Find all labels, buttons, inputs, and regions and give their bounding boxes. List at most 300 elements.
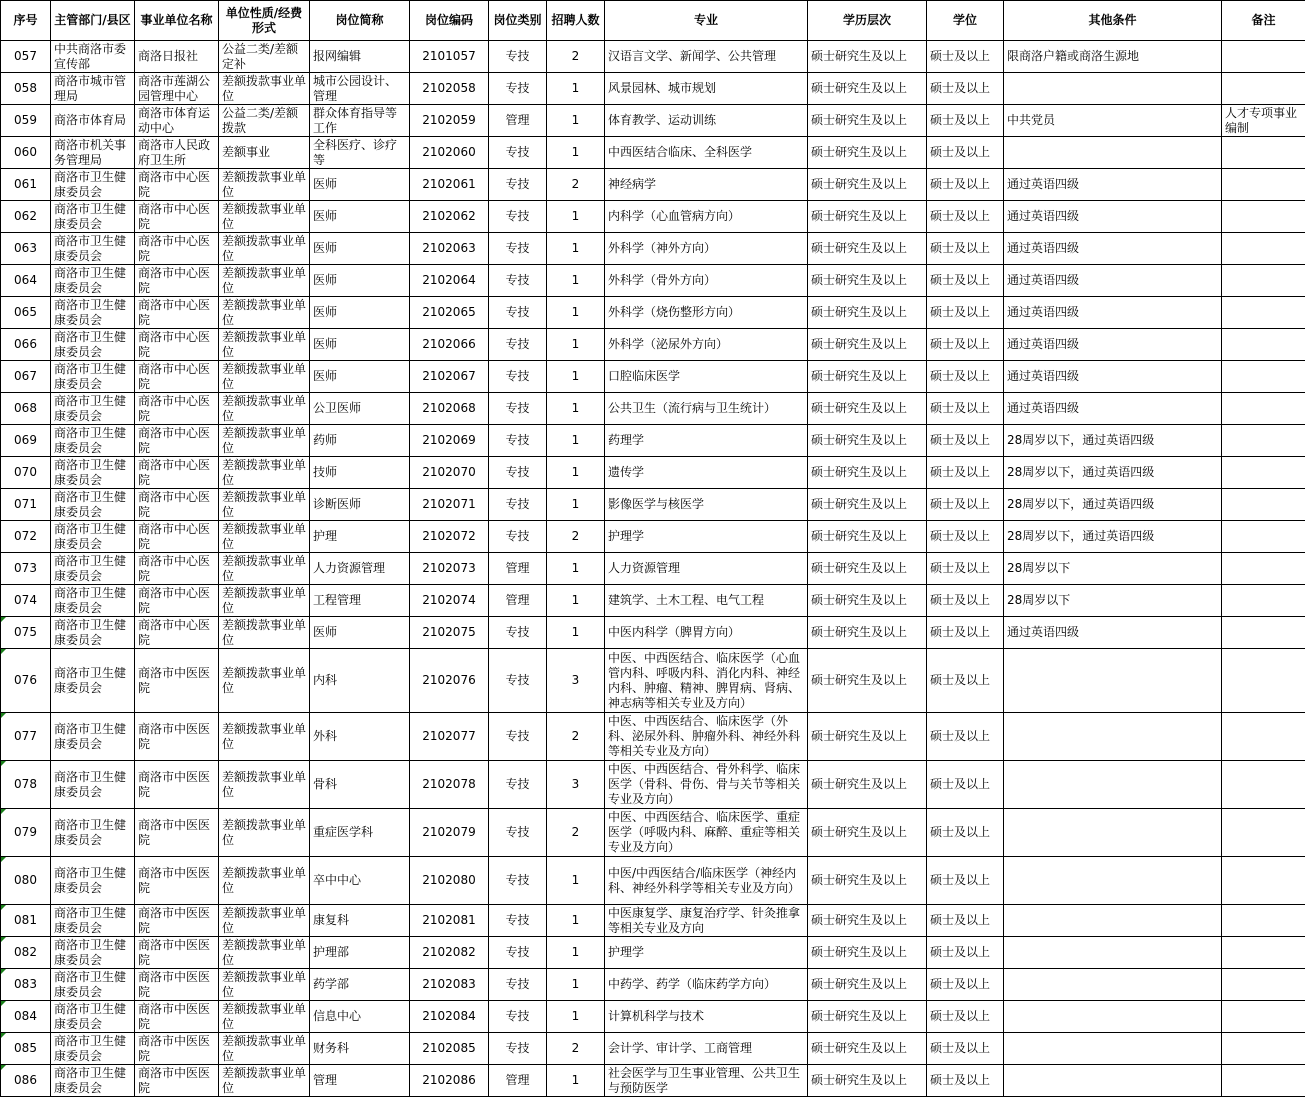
post-code: 2101057 <box>410 41 489 73</box>
education-level: 硕士研究生及以上 <box>808 489 927 521</box>
post-code: 2102062 <box>410 201 489 233</box>
hire-count: 1 <box>547 457 605 489</box>
degree: 硕士及以上 <box>927 521 1004 553</box>
major: 外科学（泌尿外方向） <box>605 329 808 361</box>
post-category: 专技 <box>489 937 547 969</box>
other-conditions <box>1004 1001 1222 1033</box>
department: 商洛市卫生健康委员会 <box>51 489 135 521</box>
post-category: 专技 <box>489 617 547 649</box>
post-name: 卒中中心 <box>310 857 410 905</box>
unit-name: 商洛市中心医院 <box>135 169 219 201</box>
post-code: 2102085 <box>410 1033 489 1065</box>
post-code: 2102070 <box>410 457 489 489</box>
unit-nature: 差额拨款事业单位 <box>219 521 310 553</box>
unit-nature: 差额拨款事业单位 <box>219 905 310 937</box>
post-name: 财务科 <box>310 1033 410 1065</box>
unit-name: 商洛市中心医院 <box>135 617 219 649</box>
table-row <box>1 585 1305 617</box>
major: 人力资源管理 <box>605 553 808 585</box>
department: 商洛市卫生健康委员会 <box>51 329 135 361</box>
table-row <box>1 393 1305 425</box>
post-name: 公卫医师 <box>310 393 410 425</box>
degree: 硕士及以上 <box>927 761 1004 809</box>
post-code: 2102079 <box>410 809 489 857</box>
row-number: 081 <box>1 905 51 937</box>
education-level: 硕士研究生及以上 <box>808 905 927 937</box>
other-conditions: 通过英语四级 <box>1004 169 1222 201</box>
education-level: 硕士研究生及以上 <box>808 617 927 649</box>
post-code: 2102078 <box>410 761 489 809</box>
cell-comment-marker-icon <box>1 857 6 862</box>
major: 中西医结合临床、全科医学 <box>605 137 808 169</box>
unit-nature: 公益二类/差额拨款 <box>219 105 310 137</box>
major: 建筑学、土木工程、电气工程 <box>605 585 808 617</box>
major: 护理学 <box>605 937 808 969</box>
column-header: 招聘人数 <box>547 1 605 41</box>
unit-nature: 差额拨款事业单位 <box>219 361 310 393</box>
post-name: 医师 <box>310 617 410 649</box>
education-level: 硕士研究生及以上 <box>808 937 927 969</box>
degree: 硕士及以上 <box>927 425 1004 457</box>
hire-count: 1 <box>547 1001 605 1033</box>
major: 体育教学、运动训练 <box>605 105 808 137</box>
hire-count: 3 <box>547 761 605 809</box>
hire-count: 1 <box>547 489 605 521</box>
education-level: 硕士研究生及以上 <box>808 457 927 489</box>
major: 护理学 <box>605 521 808 553</box>
post-category: 专技 <box>489 425 547 457</box>
table-row <box>1 361 1305 393</box>
hire-count: 1 <box>547 73 605 105</box>
unit-nature: 公益二类/差额定补 <box>219 41 310 73</box>
major: 汉语言文学、新闻学、公共管理 <box>605 41 808 73</box>
remarks <box>1222 329 1305 361</box>
post-code: 2102066 <box>410 329 489 361</box>
education-level: 硕士研究生及以上 <box>808 201 927 233</box>
department: 商洛市卫生健康委员会 <box>51 457 135 489</box>
degree: 硕士及以上 <box>927 137 1004 169</box>
department: 商洛市卫生健康委员会 <box>51 553 135 585</box>
hire-count: 1 <box>547 937 605 969</box>
degree: 硕士及以上 <box>927 489 1004 521</box>
post-category: 专技 <box>489 969 547 1001</box>
degree: 硕士及以上 <box>927 457 1004 489</box>
post-code: 2102063 <box>410 233 489 265</box>
post-category: 专技 <box>489 233 547 265</box>
unit-name: 商洛市中医医院 <box>135 969 219 1001</box>
unit-name: 商洛市中心医院 <box>135 553 219 585</box>
other-conditions: 28周岁以下，通过英语四级 <box>1004 489 1222 521</box>
other-conditions <box>1004 1065 1222 1097</box>
post-code: 2102074 <box>410 585 489 617</box>
post-name: 城市公园设计、管理 <box>310 73 410 105</box>
other-conditions <box>1004 969 1222 1001</box>
department: 商洛市卫生健康委员会 <box>51 265 135 297</box>
remarks <box>1222 969 1305 1001</box>
remarks <box>1222 361 1305 393</box>
hire-count: 1 <box>547 233 605 265</box>
department: 商洛市卫生健康委员会 <box>51 169 135 201</box>
column-header: 岗位类别 <box>489 1 547 41</box>
hire-count: 2 <box>547 713 605 761</box>
degree: 硕士及以上 <box>927 809 1004 857</box>
other-conditions: 28周岁以下，通过英语四级 <box>1004 457 1222 489</box>
table-row <box>1 905 1305 937</box>
degree: 硕士及以上 <box>927 393 1004 425</box>
post-category: 专技 <box>489 713 547 761</box>
other-conditions <box>1004 905 1222 937</box>
post-category: 管理 <box>489 585 547 617</box>
department: 商洛市城市管理局 <box>51 73 135 105</box>
row-number: 076 <box>1 649 51 713</box>
post-name: 药师 <box>310 425 410 457</box>
department: 商洛市卫生健康委员会 <box>51 1065 135 1097</box>
hire-count: 2 <box>547 1033 605 1065</box>
unit-nature: 差额事业 <box>219 137 310 169</box>
unit-name: 商洛市中医医院 <box>135 809 219 857</box>
other-conditions: 通过英语四级 <box>1004 329 1222 361</box>
major: 口腔临床医学 <box>605 361 808 393</box>
remarks <box>1222 73 1305 105</box>
row-number: 065 <box>1 297 51 329</box>
hire-count: 1 <box>547 201 605 233</box>
hire-count: 1 <box>547 553 605 585</box>
major: 公共卫生（流行病与卫生统计） <box>605 393 808 425</box>
row-number: 059 <box>1 105 51 137</box>
department: 中共商洛市委宣传部 <box>51 41 135 73</box>
degree: 硕士及以上 <box>927 905 1004 937</box>
remarks <box>1222 169 1305 201</box>
unit-nature: 差额拨款事业单位 <box>219 425 310 457</box>
major: 药理学 <box>605 425 808 457</box>
degree: 硕士及以上 <box>927 969 1004 1001</box>
column-header: 岗位编码 <box>410 1 489 41</box>
degree: 硕士及以上 <box>927 105 1004 137</box>
hire-count: 1 <box>547 857 605 905</box>
major: 会计学、审计学、工商管理 <box>605 1033 808 1065</box>
department: 商洛市卫生健康委员会 <box>51 905 135 937</box>
remarks <box>1222 137 1305 169</box>
major: 影像医学与核医学 <box>605 489 808 521</box>
column-header: 备注 <box>1222 1 1305 41</box>
row-number: 073 <box>1 553 51 585</box>
unit-name: 商洛市中医医院 <box>135 649 219 713</box>
unit-name: 商洛市中心医院 <box>135 297 219 329</box>
hire-count: 1 <box>547 297 605 329</box>
table-row <box>1 201 1305 233</box>
post-code: 2102065 <box>410 297 489 329</box>
post-category: 管理 <box>489 1065 547 1097</box>
department: 商洛市卫生健康委员会 <box>51 393 135 425</box>
unit-name: 商洛市中医医院 <box>135 1001 219 1033</box>
cell-comment-marker-icon <box>1 905 6 910</box>
post-code: 2102077 <box>410 713 489 761</box>
remarks: 人才专项事业编制 <box>1222 105 1305 137</box>
hire-count: 3 <box>547 649 605 713</box>
column-header: 学历层次 <box>808 1 927 41</box>
remarks <box>1222 553 1305 585</box>
education-level: 硕士研究生及以上 <box>808 1001 927 1033</box>
post-name: 重症医学科 <box>310 809 410 857</box>
degree: 硕士及以上 <box>927 585 1004 617</box>
remarks <box>1222 585 1305 617</box>
post-code: 2102083 <box>410 969 489 1001</box>
column-header: 主管部门/县区 <box>51 1 135 41</box>
other-conditions: 通过英语四级 <box>1004 265 1222 297</box>
department: 商洛市卫生健康委员会 <box>51 585 135 617</box>
other-conditions <box>1004 809 1222 857</box>
remarks <box>1222 905 1305 937</box>
post-code: 2102076 <box>410 649 489 713</box>
major: 风景园林、城市规划 <box>605 73 808 105</box>
major: 遗传学 <box>605 457 808 489</box>
row-number: 080 <box>1 857 51 905</box>
row-number: 083 <box>1 969 51 1001</box>
post-code: 2102084 <box>410 1001 489 1033</box>
department: 商洛市卫生健康委员会 <box>51 617 135 649</box>
cell-comment-marker-icon <box>1 1001 6 1006</box>
post-name: 医师 <box>310 233 410 265</box>
education-level: 硕士研究生及以上 <box>808 41 927 73</box>
hire-count: 2 <box>547 41 605 73</box>
department: 商洛市卫生健康委员会 <box>51 809 135 857</box>
row-number: 060 <box>1 137 51 169</box>
cell-comment-marker-icon <box>1 617 6 622</box>
degree: 硕士及以上 <box>927 169 1004 201</box>
remarks <box>1222 393 1305 425</box>
hire-count: 1 <box>547 1065 605 1097</box>
education-level: 硕士研究生及以上 <box>808 857 927 905</box>
post-name: 药学部 <box>310 969 410 1001</box>
remarks <box>1222 521 1305 553</box>
unit-name: 商洛日报社 <box>135 41 219 73</box>
post-category: 专技 <box>489 857 547 905</box>
education-level: 硕士研究生及以上 <box>808 649 927 713</box>
hire-count: 1 <box>547 361 605 393</box>
post-category: 专技 <box>489 393 547 425</box>
unit-nature: 差额拨款事业单位 <box>219 713 310 761</box>
header-row <box>1 1 1305 41</box>
education-level: 硕士研究生及以上 <box>808 1065 927 1097</box>
education-level: 硕士研究生及以上 <box>808 297 927 329</box>
department: 商洛市体育局 <box>51 105 135 137</box>
unit-nature: 差额拨款事业单位 <box>219 1065 310 1097</box>
post-name: 工程管理 <box>310 585 410 617</box>
post-name: 医师 <box>310 361 410 393</box>
department: 商洛市卫生健康委员会 <box>51 201 135 233</box>
post-name: 外科 <box>310 713 410 761</box>
post-category: 专技 <box>489 41 547 73</box>
unit-nature: 差额拨款事业单位 <box>219 457 310 489</box>
education-level: 硕士研究生及以上 <box>808 425 927 457</box>
department: 商洛市卫生健康委员会 <box>51 297 135 329</box>
column-header: 单位性质/经费形式 <box>219 1 310 41</box>
table-row <box>1 937 1305 969</box>
hire-count: 2 <box>547 809 605 857</box>
row-number: 067 <box>1 361 51 393</box>
remarks <box>1222 233 1305 265</box>
department: 商洛市机关事务管理局 <box>51 137 135 169</box>
major: 内科学（心血管病方向） <box>605 201 808 233</box>
degree: 硕士及以上 <box>927 553 1004 585</box>
unit-name: 商洛市中心医院 <box>135 201 219 233</box>
unit-name: 商洛市中心医院 <box>135 489 219 521</box>
post-code: 2102071 <box>410 489 489 521</box>
row-number: 078 <box>1 761 51 809</box>
post-name: 技师 <box>310 457 410 489</box>
other-conditions: 28周岁以下 <box>1004 553 1222 585</box>
table-row <box>1 857 1305 905</box>
unit-name: 商洛市中医医院 <box>135 713 219 761</box>
remarks <box>1222 1065 1305 1097</box>
degree: 硕士及以上 <box>927 1001 1004 1033</box>
hire-count: 1 <box>547 393 605 425</box>
unit-name: 商洛市中心医院 <box>135 265 219 297</box>
education-level: 硕士研究生及以上 <box>808 265 927 297</box>
column-header: 事业单位名称 <box>135 1 219 41</box>
hire-count: 1 <box>547 137 605 169</box>
major: 中医康复学、康复治疗学、针灸推拿等相关专业及方向 <box>605 905 808 937</box>
other-conditions <box>1004 857 1222 905</box>
hire-count: 2 <box>547 169 605 201</box>
unit-nature: 差额拨款事业单位 <box>219 1001 310 1033</box>
other-conditions: 通过英语四级 <box>1004 617 1222 649</box>
other-conditions <box>1004 761 1222 809</box>
unit-nature: 差额拨款事业单位 <box>219 809 310 857</box>
table-row <box>1 489 1305 521</box>
post-name: 诊断医师 <box>310 489 410 521</box>
major: 神经病学 <box>605 169 808 201</box>
post-name: 医师 <box>310 169 410 201</box>
department: 商洛市卫生健康委员会 <box>51 937 135 969</box>
post-name: 全科医疗、诊疗等 <box>310 137 410 169</box>
other-conditions: 通过英语四级 <box>1004 393 1222 425</box>
table-row <box>1 1065 1305 1097</box>
major: 中医、中西医结合、临床医学（外科、泌尿外科、肿瘤外科、神经外科等相关专业及方向） <box>605 713 808 761</box>
education-level: 硕士研究生及以上 <box>808 585 927 617</box>
row-number: 085 <box>1 1033 51 1065</box>
post-category: 专技 <box>489 457 547 489</box>
other-conditions <box>1004 649 1222 713</box>
unit-nature: 差额拨款事业单位 <box>219 1033 310 1065</box>
post-category: 专技 <box>489 361 547 393</box>
post-name: 管理 <box>310 1065 410 1097</box>
post-name: 医师 <box>310 329 410 361</box>
unit-name: 商洛市体育运动中心 <box>135 105 219 137</box>
remarks <box>1222 761 1305 809</box>
other-conditions: 28周岁以下，通过英语四级 <box>1004 521 1222 553</box>
degree: 硕士及以上 <box>927 361 1004 393</box>
cell-comment-marker-icon <box>1 809 6 814</box>
row-number: 066 <box>1 329 51 361</box>
post-category: 专技 <box>489 297 547 329</box>
education-level: 硕士研究生及以上 <box>808 329 927 361</box>
post-name: 群众体育指导等工作 <box>310 105 410 137</box>
unit-nature: 差额拨款事业单位 <box>219 553 310 585</box>
post-name: 信息中心 <box>310 1001 410 1033</box>
post-name: 医师 <box>310 265 410 297</box>
unit-nature: 差额拨款事业单位 <box>219 937 310 969</box>
row-number: 069 <box>1 425 51 457</box>
unit-name: 商洛市中心医院 <box>135 425 219 457</box>
major: 外科学（神外方向） <box>605 233 808 265</box>
post-name: 医师 <box>310 297 410 329</box>
row-number: 075 <box>1 617 51 649</box>
row-number: 071 <box>1 489 51 521</box>
post-name: 医师 <box>310 201 410 233</box>
remarks <box>1222 489 1305 521</box>
education-level: 硕士研究生及以上 <box>808 233 927 265</box>
degree: 硕士及以上 <box>927 649 1004 713</box>
cell-comment-marker-icon <box>1 969 6 974</box>
unit-name: 商洛市中医医院 <box>135 857 219 905</box>
row-number: 082 <box>1 937 51 969</box>
other-conditions: 28周岁以下 <box>1004 585 1222 617</box>
post-category: 专技 <box>489 201 547 233</box>
education-level: 硕士研究生及以上 <box>808 169 927 201</box>
unit-name: 商洛市中医医院 <box>135 1065 219 1097</box>
education-level: 硕士研究生及以上 <box>808 553 927 585</box>
row-number: 077 <box>1 713 51 761</box>
unit-name: 商洛市中医医院 <box>135 905 219 937</box>
remarks <box>1222 297 1305 329</box>
major: 计算机科学与技术 <box>605 1001 808 1033</box>
cell-comment-marker-icon <box>1 713 6 718</box>
table-row <box>1 521 1305 553</box>
row-number: 063 <box>1 233 51 265</box>
hire-count: 1 <box>547 585 605 617</box>
post-category: 专技 <box>489 649 547 713</box>
hire-count: 1 <box>547 617 605 649</box>
cell-comment-marker-icon <box>1 937 6 942</box>
table-row <box>1 1001 1305 1033</box>
row-number: 058 <box>1 73 51 105</box>
post-name: 骨科 <box>310 761 410 809</box>
hire-count: 1 <box>547 265 605 297</box>
major: 中医、中西医结合、临床医学（心血管内科、呼吸内科、消化内科、神经内科、肿瘤、精神、脾胃病、肾病、神志病等相关专业及方向） <box>605 649 808 713</box>
department: 商洛市卫生健康委员会 <box>51 969 135 1001</box>
remarks <box>1222 937 1305 969</box>
other-conditions: 限商洛户籍或商洛生源地 <box>1004 41 1222 73</box>
unit-nature: 差额拨款事业单位 <box>219 201 310 233</box>
other-conditions: 通过英语四级 <box>1004 361 1222 393</box>
unit-nature: 差额拨款事业单位 <box>219 297 310 329</box>
unit-nature: 差额拨款事业单位 <box>219 233 310 265</box>
table-row <box>1 73 1305 105</box>
other-conditions <box>1004 713 1222 761</box>
other-conditions <box>1004 137 1222 169</box>
post-name: 康复科 <box>310 905 410 937</box>
post-name: 护理 <box>310 521 410 553</box>
remarks <box>1222 265 1305 297</box>
post-category: 专技 <box>489 73 547 105</box>
cell-comment-marker-icon <box>1 761 6 766</box>
table-row <box>1 617 1305 649</box>
degree: 硕士及以上 <box>927 329 1004 361</box>
post-code: 2102072 <box>410 521 489 553</box>
post-code: 2102080 <box>410 857 489 905</box>
degree: 硕士及以上 <box>927 1065 1004 1097</box>
table-row <box>1 969 1305 1001</box>
remarks <box>1222 41 1305 73</box>
degree: 硕士及以上 <box>927 73 1004 105</box>
unit-name: 商洛市中心医院 <box>135 393 219 425</box>
post-category: 专技 <box>489 521 547 553</box>
degree: 硕士及以上 <box>927 201 1004 233</box>
table-body <box>1 41 1305 1097</box>
post-code: 2102082 <box>410 937 489 969</box>
post-category: 专技 <box>489 905 547 937</box>
